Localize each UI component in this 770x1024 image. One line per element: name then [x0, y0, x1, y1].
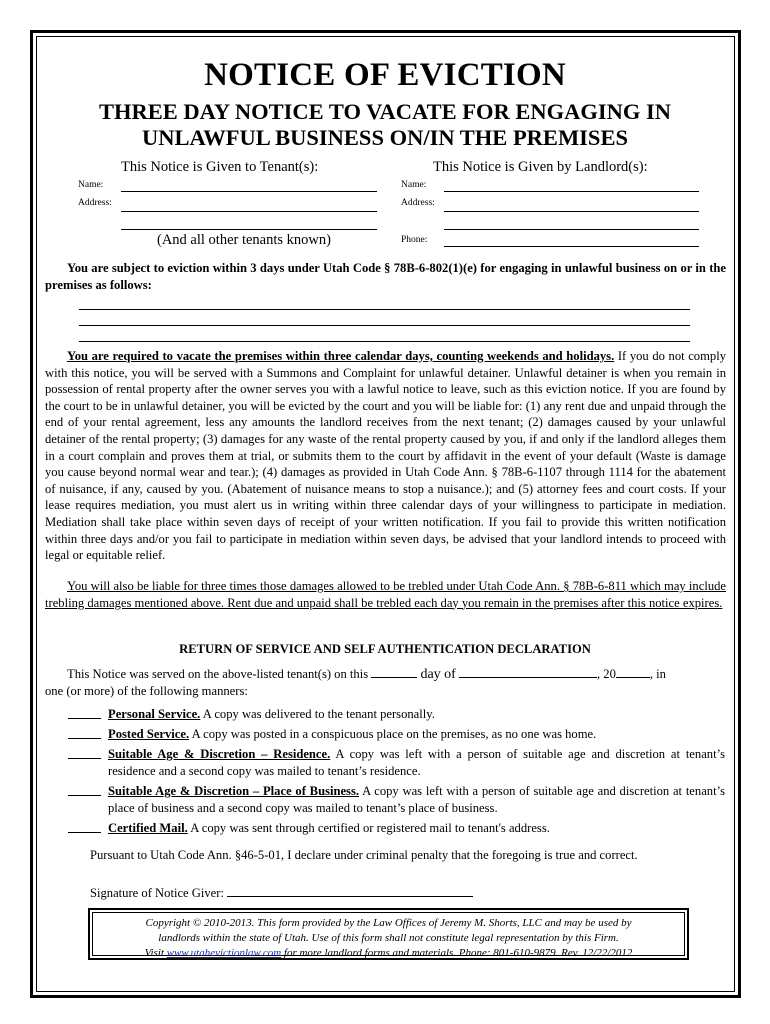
tenant-heading: This Notice is Given to Tenant(s):	[121, 159, 319, 175]
served-year-prefix: , 20	[596, 667, 616, 681]
served-day-of: day of	[420, 667, 456, 682]
served-text: This Notice was served on the above-listed tenant(s) on this	[67, 667, 369, 681]
subject-statement: You are subject to eviction within 3 days under Utah Code § 78B-6-802(1)(e) for engaging in unlawful business on or in the premises as follows:	[45, 261, 726, 292]
vacate-body: If you do not comply with this notice, you will be served with a Summons and Complaint for unlawful detainer. Unlawful detainer is when you remain in possession of rental property after the owner serves you with a lawful notice to leave, such as this eviction notice. If you are found by the court to be in unlawful detainer, you will be evicted by the court and you will be liable for: (1) any rent due and unpaid through the end of your rental agreement, less any amounts the landlord receives from the next tenant; (2) damages caused by your unlawful detainer of the rental property; (3) damages for any waste of the rental property caused by you, if and only if the landlord alleges them in a court complain and proves them at trial, or submits them to the court by affidavit in the event of your default (Waste is damage you cause beyond normal wear and tear.); (4) damages as provided in Utah Code Ann. § 78B-6-1107 through 1114 for the abatement of nuisance, if any, caused by you. (Abatement of nuisance means to stop a nuisance.); and (5) attorney fees and court costs. If your lease requires mediation, you must alert us in writing within three calendar days of your willingness to participate in mediation. Mediation shall take place within seven days of receipt of your written notification. If you fail to provide this written notification within three days and/or you fail to participate in mediation within seven days, be advised that your landlord intends to proceed with legal or equitable relief.	[45, 349, 726, 563]
served-day-field[interactable]	[371, 665, 417, 678]
manner-text: A copy was sent through certified or registered mail to tenant's address.	[187, 821, 550, 835]
business-description-line-1[interactable]	[79, 309, 690, 310]
served-year-field[interactable]	[616, 665, 650, 678]
copyright-visit: Visit	[144, 947, 167, 959]
manner-title: Personal Service.	[108, 707, 201, 721]
treble-paragraph: You will also be liable for three times those damages allowed to be trebled under Utah Code Ann. § 78B-6-811 which may include trebling damages mentioned above. Rent due and unpaid shall be trebled each day you remain in the premises after this notice expires.	[45, 579, 726, 610]
manner-text: A copy was left with a person of suitable age and discretion at tenant’s residence and a second copy was mailed to tenant’s residence.	[108, 747, 725, 778]
subtitle-line-2: UNLAWFUL BUSINESS ON/IN THE PREMISES	[142, 125, 628, 150]
landlord-heading: This Notice is Given by Landlord(s):	[433, 159, 648, 175]
copyright-line-3	[93, 946, 684, 961]
served-in: , in	[649, 667, 666, 681]
copyright-box	[88, 908, 689, 960]
tenant-name-field[interactable]	[121, 191, 377, 192]
tenant-name-label: Name:	[78, 180, 104, 190]
tenant-others-note: (And all other tenants known)	[157, 232, 331, 248]
tenant-address-label: Address:	[78, 198, 112, 208]
manner-title: Suitable Age & Discretion – Place of Business.	[108, 784, 360, 798]
vacate-paragraph	[45, 348, 726, 564]
landlord-address-field-2[interactable]	[444, 229, 699, 230]
manner-title: Suitable Age & Discretion – Residence.	[108, 747, 331, 761]
landlord-address-label: Address:	[401, 198, 435, 208]
landlord-name-label: Name:	[401, 180, 427, 190]
signature-field[interactable]	[227, 884, 473, 897]
served-statement	[45, 665, 726, 700]
manner-text: A copy was posted in a conspicuous place on the premises, as no one was home.	[189, 727, 597, 741]
business-description-line-3[interactable]	[79, 341, 690, 342]
subtitle-line-1: THREE DAY NOTICE TO VACATE FOR ENGAGING IN	[98, 99, 671, 124]
served-manners-text: one (or more) of the following manners:	[45, 684, 248, 698]
return-of-service-heading: RETURN OF SERVICE AND SELF AUTHENTICATION DECLARATION	[179, 642, 591, 656]
manner-text: A copy was left with a person of suitable age and discretion at tenant’s place of business and a second copy was mailed to tenant’s place of business.	[108, 784, 725, 815]
tenant-address-field[interactable]	[121, 211, 377, 212]
tenant-address-field-2[interactable]	[121, 229, 377, 230]
page-title: NOTICE OF EVICTION	[204, 57, 566, 93]
business-description-line-2[interactable]	[79, 325, 690, 326]
vacate-lead: You are required to vacate the premises within three calendar days, counting weekends and holidays.	[67, 349, 615, 363]
copyright-line-1: Copyright © 2010-2013. This form provided by the Law Offices of Jeremy M. Shorts, LLC and may be used by	[145, 917, 632, 929]
manner-checkbox-line[interactable]	[68, 795, 101, 796]
website-link[interactable]: www.utahevictionlaw.com	[166, 947, 282, 959]
manner-checkbox-line[interactable]	[68, 738, 101, 739]
copyright-contact: for more landlord forms and materials. Phone: 801-610-9879. Rev. 12/22/2012	[281, 947, 633, 959]
manner-checkbox-line[interactable]	[68, 758, 101, 759]
manner-checkbox-line[interactable]	[68, 718, 101, 719]
manner-checkbox-line[interactable]	[68, 832, 101, 833]
landlord-phone-label: Phone:	[401, 235, 428, 245]
signature-row	[90, 884, 473, 901]
landlord-address-field[interactable]	[444, 211, 699, 212]
manner-text: A copy was delivered to the tenant personally.	[200, 707, 435, 721]
copyright-line-2: landlords within the state of Utah. Use of this form shall not constitute legal representation by this Firm.	[158, 932, 619, 944]
declaration-text: Pursuant to Utah Code Ann. §46-5-01, I declare under criminal penalty that the foregoing is true and correct.	[90, 848, 638, 862]
landlord-name-field[interactable]	[444, 191, 699, 192]
served-month-field[interactable]	[459, 665, 597, 678]
manner-title: Posted Service.	[108, 727, 190, 741]
landlord-phone-field[interactable]	[444, 246, 699, 247]
signature-label: Signature of Notice Giver:	[90, 886, 224, 900]
manner-title: Certified Mail.	[108, 821, 188, 835]
